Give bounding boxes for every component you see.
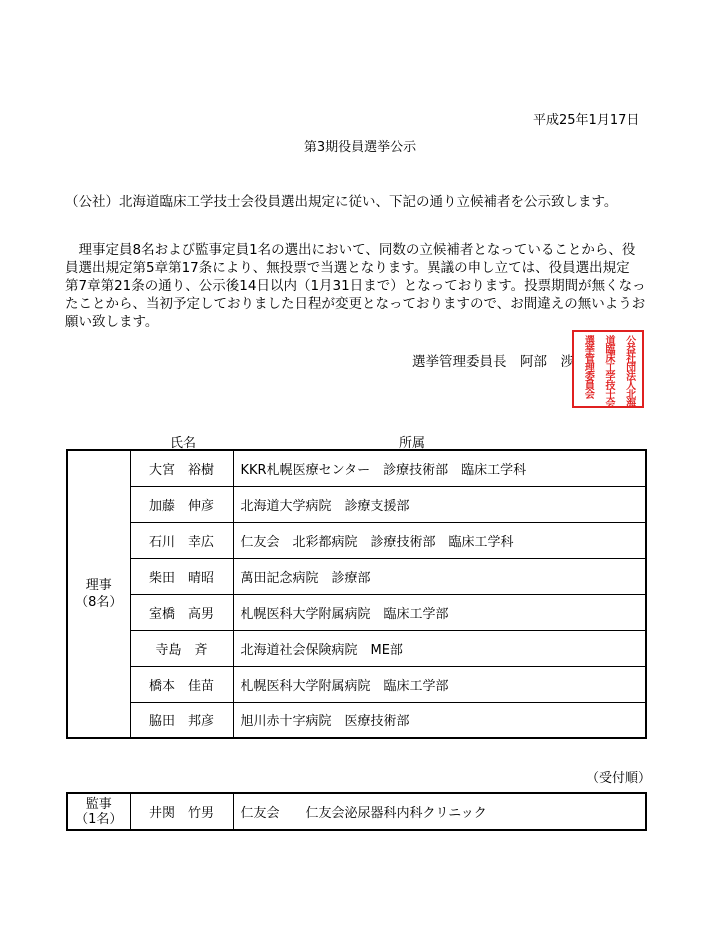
intro-paragraph: （公社）北海道臨床工学技士会役員選出規定に従い、下記の通り立候補者を公示致します。	[65, 194, 618, 210]
directors-role-cell	[67, 450, 130, 738]
candidate-affiliation: 萬田記念病院 診療部	[233, 558, 646, 594]
candidate-affiliation: 北海道大学病院 診療支援部	[233, 486, 646, 522]
notice-date: 平成25年1月17日	[533, 113, 640, 128]
header-affiliation: 所属	[399, 436, 426, 451]
role-count: （8名）	[75, 595, 123, 610]
table-row	[67, 558, 646, 594]
candidate-affiliation: KKR札幌医療センター 診療技術部 臨床工学科	[233, 450, 646, 486]
candidate-name: 室橋 高男	[130, 594, 233, 630]
candidate-name: 脇田 邦彦	[130, 702, 233, 738]
seal-text: 公益社団法人北海	[623, 335, 635, 407]
candidate-name: 柴田 晴昭	[130, 558, 233, 594]
body-line: 願い致します。	[65, 314, 159, 330]
body-line: 員選出規定第5章第17条により、無投票で当選となります。異議の申し立ては、役員選出規定	[65, 260, 630, 276]
role-label: 理事	[85, 578, 112, 593]
table-row	[67, 450, 646, 486]
table-row	[67, 486, 646, 522]
seal-text: 選挙管理委員会	[582, 335, 594, 398]
table-row	[67, 594, 646, 630]
table-row	[67, 630, 646, 666]
election-chairman: 選挙管理委員長 阿部 渉	[412, 354, 574, 370]
body-line: 第7章第21条の通り、公示後14日以内（1月31日まで）となっております。投票期間が無くなっ	[65, 278, 646, 294]
table-row	[67, 666, 646, 702]
notice-title: 第3期役員選挙公示	[303, 140, 417, 155]
election-committee-seal	[572, 330, 644, 408]
role-count: （1名）	[75, 811, 123, 827]
directors-table	[66, 449, 647, 739]
body-line: 理事定員8名および監事定員1名の選出において、同数の立候補者となっていることから、役	[65, 242, 636, 258]
auditors-role-cell	[67, 793, 130, 830]
table-row	[67, 793, 646, 830]
body-line: たことから、当初予定しておりました日程が変更となっておりますので、お間違えの無いようお	[65, 296, 646, 312]
candidate-name: 橋本 佳苗	[130, 666, 233, 702]
auditors-table	[66, 792, 647, 831]
header-name: 氏名	[170, 436, 197, 451]
seal-text: 道臨床工学技士会	[602, 335, 614, 407]
candidate-affiliation: 仁友会 北彩都病院 診療技術部 臨床工学科	[233, 522, 646, 558]
candidate-name: 加藤 伸彦	[130, 486, 233, 522]
role-label: 監事	[85, 796, 112, 812]
candidate-affiliation: 仁友会 仁友会泌尿器科内科クリニック	[233, 793, 646, 830]
table-row	[67, 522, 646, 558]
order-note: （受付順）	[586, 771, 652, 786]
candidate-affiliation: 札幌医科大学附属病院 臨床工学部	[233, 594, 646, 630]
candidate-name: 井関 竹男	[130, 793, 233, 830]
candidate-affiliation: 北海道社会保険病院 ME部	[233, 630, 646, 666]
candidate-name: 大宮 裕樹	[130, 450, 233, 486]
candidate-name: 寺島 斉	[130, 630, 233, 666]
candidate-affiliation: 札幌医科大学附属病院 臨床工学部	[233, 666, 646, 702]
table-row	[67, 702, 646, 738]
candidate-affiliation: 旭川赤十字病院 医療技術部	[233, 702, 646, 738]
candidate-name: 石川 幸広	[130, 522, 233, 558]
